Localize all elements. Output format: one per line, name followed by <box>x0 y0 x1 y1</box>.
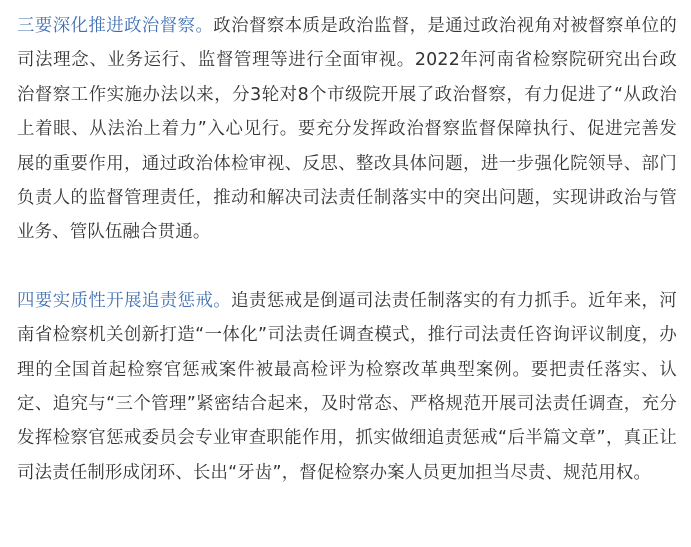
paragraph-lead-heading: 三要深化推进政治督察。 <box>17 16 214 36</box>
paragraph-body-text: 政治督察本质是政治监督，是通过政治视角对被督察单位的司法理念、业务运行、监督管理等进行全面审视。2022年河南省检察院研究出台政治督察工作实施办法以来，分3轮对8个市级院开展了政治督察，有力促进了“从政治上着眼、从法治上着力”入心见行。要充分发挥政治督察监督保障执行、促进完善发展的重要作用，通过政治体检审视、反思、整改具体问题，进一步强化院领导、部门负责人的监督管理责任，推动和解决司法责任制落实中的突出问题，实现讲政治与管业务、管队伍融合贯通。 <box>17 16 678 243</box>
paragraph-body-text: 追责惩戒是倒逼司法责任制落实的有力抓手。近年来，河南省检察机关创新打造“一体化”司法责任调查模式，推行司法责任咨询评议制度，办理的全国首起检察官惩戒案件被最高检评为检察改革典型案例。要把责任落实、认定、追究与“三个管理”紧密结合起来，及时常态、严格规范开展司法责任调查，充分发挥检察官惩戒委员会专业审查职能作用，抓实做细追责惩戒“后半篇文章”，真正让司法责任制形成闭环、长出“牙齿”，督促检察办案人员更加担当尽责、规范用权。 <box>17 290 677 483</box>
paragraph-political-inspection <box>17 9 677 250</box>
paragraph-accountability <box>17 284 677 490</box>
paragraph-lead-heading: 四要实质性开展追责惩戒。 <box>17 290 232 311</box>
